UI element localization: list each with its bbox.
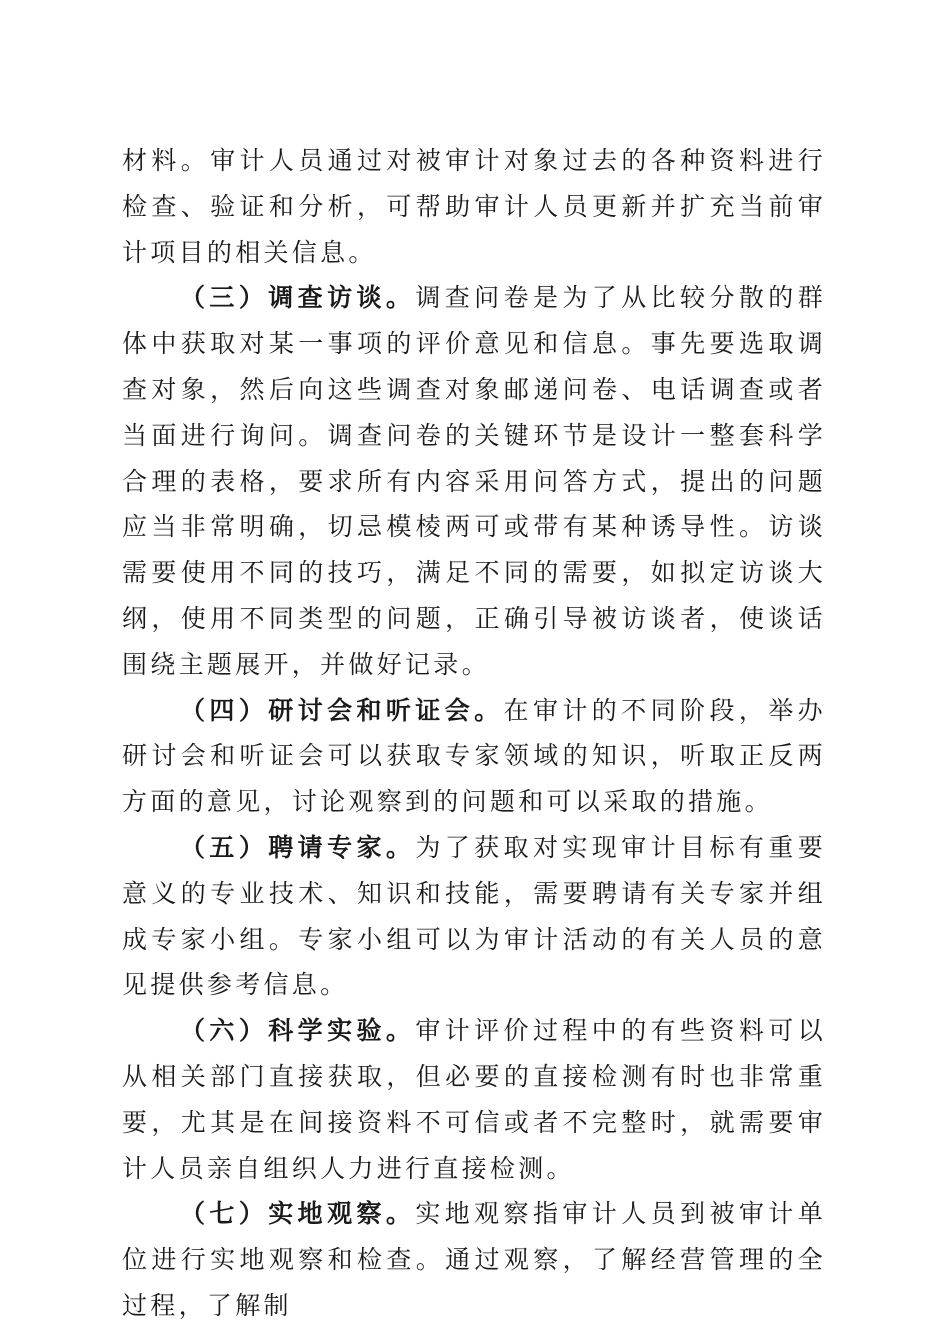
paragraph-seminar-hearing bbox=[122, 688, 826, 825]
paragraph-text: 审计评价过程中的有些资料可以从相关部门直接获取，但必要的直接检测有时也非常重要，尤其是在间接资料不可信或者不完整时，就需要审计人员亲自组织人力进行直接检测。 bbox=[122, 1016, 826, 1183]
paragraph-text: 为了获取对实现审计目标有重要意义的专业技术、知识和技能，需要聘请有关专家并组成专家小组。专家小组可以为审计活动的有关人员的意见提供参考信息。 bbox=[122, 832, 826, 1000]
paragraph-text: 材料。审计人员通过对被审计对象过去的各种资料进行检查、验证和分析，可帮助审计人员更新并扩充当前审计项目的相关信息。 bbox=[122, 146, 826, 267]
paragraph-heading: （五）聘请专家。 bbox=[180, 832, 416, 862]
paragraph-text: 调查问卷是为了从比较分散的群体中获取对某一事项的评价意见和信息。事先要选取调查对象，然后向这些调查对象邮递问卷、电话调查或者当面进行询问。调查问卷的关键环节是设计一整套科学合理的表格，要求所有内容采用问答方式，提出的问题应当非常明确，切忌模棱两可或带有某种诱导性。访谈需要使用不同的技巧，满足不同的需要，如拟定访谈大纲，使用不同类型的问题，正确引导被访谈者，使谈话围绕主题展开，并做好记录。 bbox=[122, 283, 826, 679]
paragraph-heading: （七）实地观察。 bbox=[180, 1199, 416, 1229]
paragraph-heading: （六）科学实验。 bbox=[180, 1016, 416, 1046]
paragraph-field-observation bbox=[122, 1191, 826, 1328]
paragraph-text: 在审计的不同阶段，举办研讨会和听证会可以获取专家领域的知识，听取正反两方面的意见，讨论观察到的问题和可以采取的措施。 bbox=[122, 695, 826, 817]
paragraph-hire-experts bbox=[122, 825, 826, 1008]
document-body bbox=[122, 138, 826, 1329]
paragraph-heading: （三）调查访谈。 bbox=[180, 283, 416, 313]
paragraph-survey-interview bbox=[122, 275, 826, 687]
paragraph-scientific-experiment bbox=[122, 1008, 826, 1191]
paragraph-continuation bbox=[122, 138, 826, 275]
paragraph-text: 实地观察指审计人员到被审计单位进行实地观察和检查。通过观察，了解经营管理的全过程，了解制 bbox=[122, 1199, 826, 1320]
paragraph-heading: （四）研讨会和听证会。 bbox=[180, 695, 504, 725]
